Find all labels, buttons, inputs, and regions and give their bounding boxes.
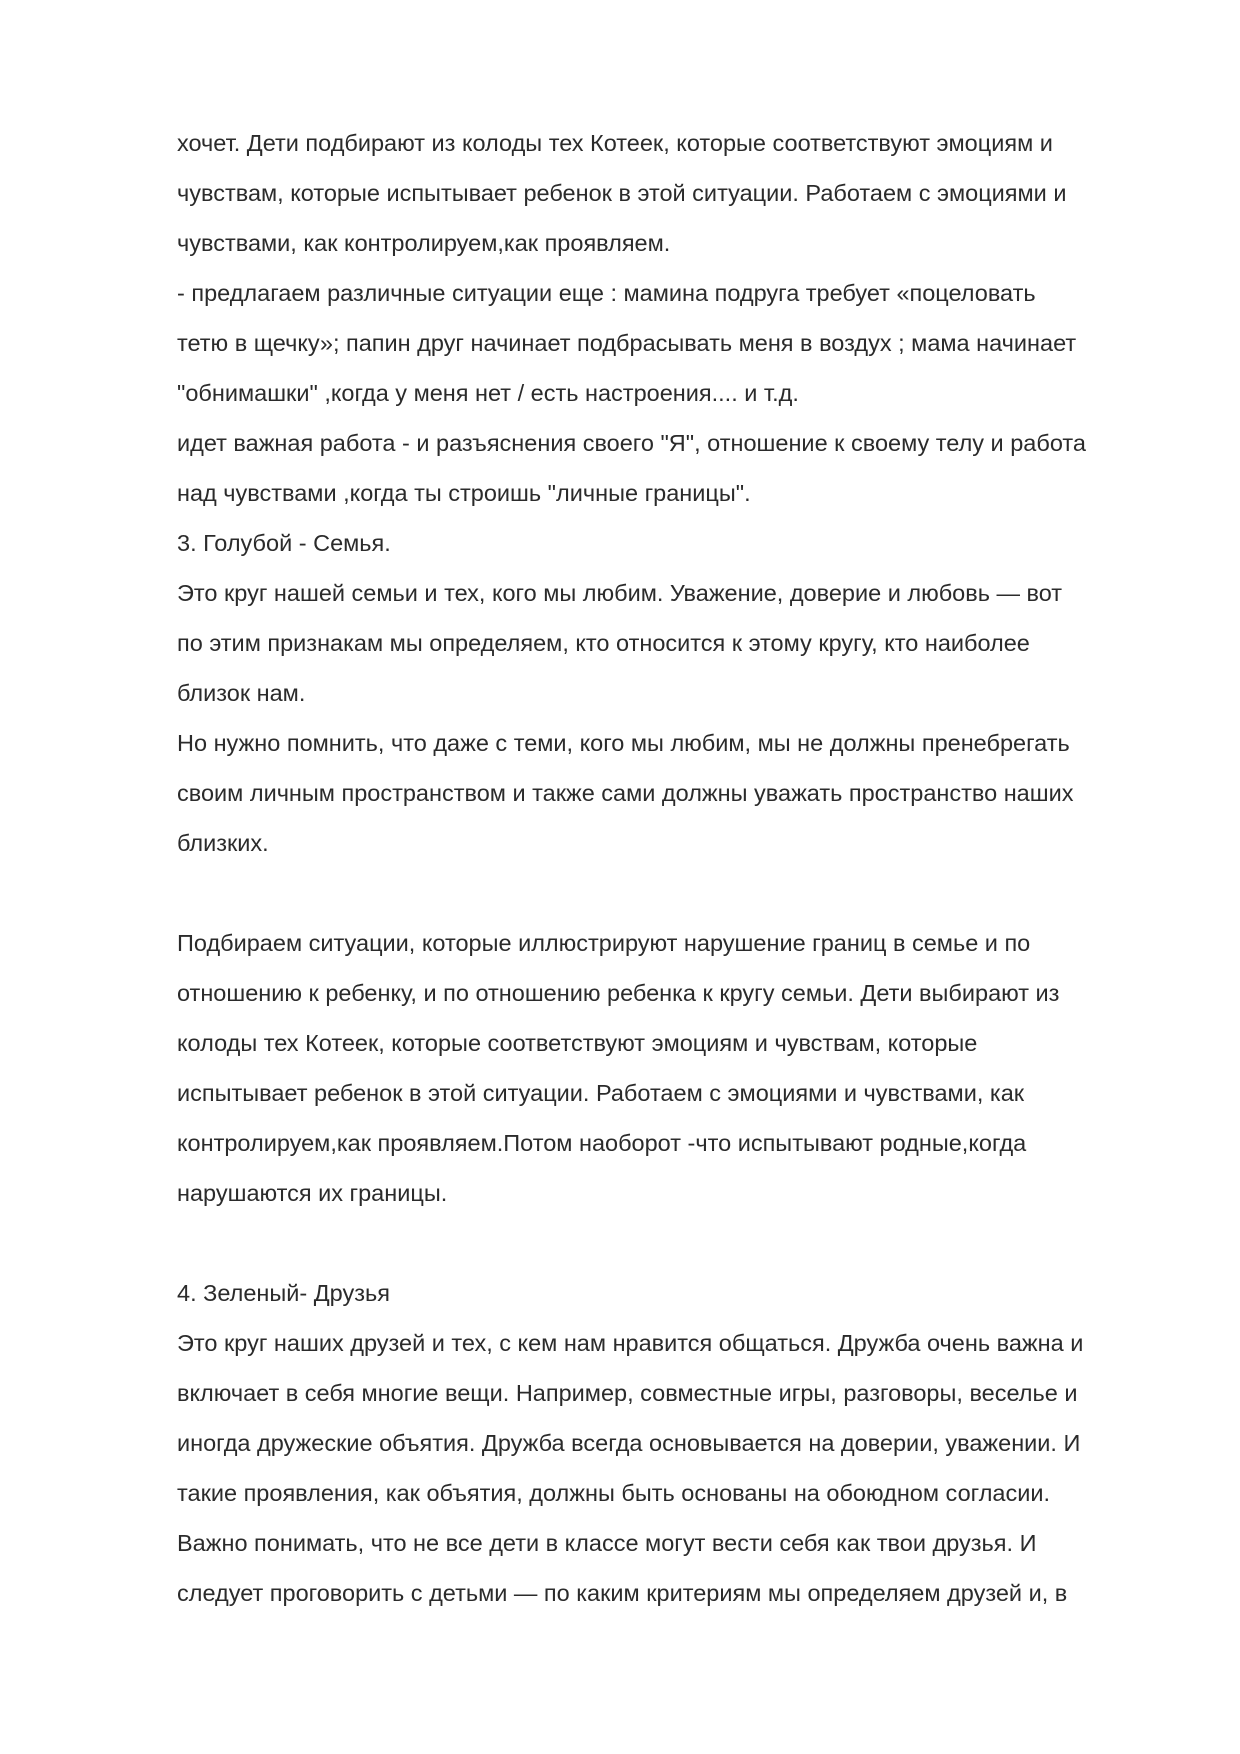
text-line: близких. xyxy=(177,830,269,856)
text-line: своим личным пространством и также сами должны уважать пространство наших xyxy=(177,780,1074,806)
text-line: отношению к ребенку, и по отношению ребенка к кругу семьи. Дети выбирают из xyxy=(177,980,1060,1006)
blank-line xyxy=(177,1218,1167,1268)
text-line: нарушаются их границы. xyxy=(177,1180,448,1206)
body-text xyxy=(177,118,1167,1618)
blank-line xyxy=(177,868,1167,918)
text-line: тетю в щечку»; папин друг начинает подбрасывать меня в воздух ; мама начинает xyxy=(177,330,1077,356)
text-line: иногда дружеские объятия. Дружба всегда основывается на доверии, уважении. И xyxy=(177,1430,1081,1456)
text-line: испытывает ребенок в этой ситуации. Работаем с эмоциями и чувствами, как xyxy=(177,1080,1025,1106)
text-line: - предлагаем различные ситуации еще : мамина подруга требует «поцеловать xyxy=(177,280,1036,306)
text-line: Подбираем ситуации, которые иллюстрируют нарушение границ в семье и по xyxy=(177,930,1031,956)
section-heading-family: 3. Голубой - Семья. xyxy=(177,530,391,556)
text-line: Но нужно помнить, что даже с теми, кого мы любим, мы не должны пренебрегать xyxy=(177,730,1070,756)
text-line: чувствами, как контролируем,как проявляем. xyxy=(177,230,671,256)
text-line: "обнимашки" ,когда у меня нет / есть настроения.... и т.д. xyxy=(177,380,799,406)
text-line: колоды тех Котеек, которые соответствуют эмоциям и чувствам, которые xyxy=(177,1030,978,1056)
text-line: Это круг нашей семьи и тех, кого мы любим. Уважение, доверие и любовь — вот xyxy=(177,580,1063,606)
text-line: включает в себя многие вещи. Например, совместные игры, разговоры, веселье и xyxy=(177,1380,1078,1406)
text-line: такие проявления, как объятия, должны быть основаны на обоюдном согласии. xyxy=(177,1480,1051,1506)
text-line: Важно понимать, что не все дети в классе могут вести себя как твои друзья. И xyxy=(177,1530,1037,1556)
text-line: над чувствами ,когда ты строишь "личные границы". xyxy=(177,480,751,506)
text-line: следует проговорить с детьми — по каким критериям мы определяем друзей и, в xyxy=(177,1580,1068,1606)
text-line: хочет. Дети подбирают из колоды тех Котеек, которые соответствуют эмоциям и xyxy=(177,130,1053,156)
text-line: чувствам, которые испытывает ребенок в этой ситуации. Работаем с эмоциями и xyxy=(177,180,1067,206)
text-line: близок нам. xyxy=(177,680,306,706)
text-line: идет важная работа - и разъяснения своего "Я", отношение к своему телу и работа xyxy=(177,430,1086,456)
text-line: по этим признакам мы определяем, кто относится к этому кругу, кто наиболее xyxy=(177,630,1030,656)
text-line: Это круг наших друзей и тех, с кем нам нравится общаться. Дружба очень важна и xyxy=(177,1330,1084,1356)
text-line: контролируем,как проявляем.Потом наоборот -что испытывают родные,когда xyxy=(177,1130,1027,1156)
section-heading-friends: 4. Зеленый- Друзья xyxy=(177,1280,390,1306)
